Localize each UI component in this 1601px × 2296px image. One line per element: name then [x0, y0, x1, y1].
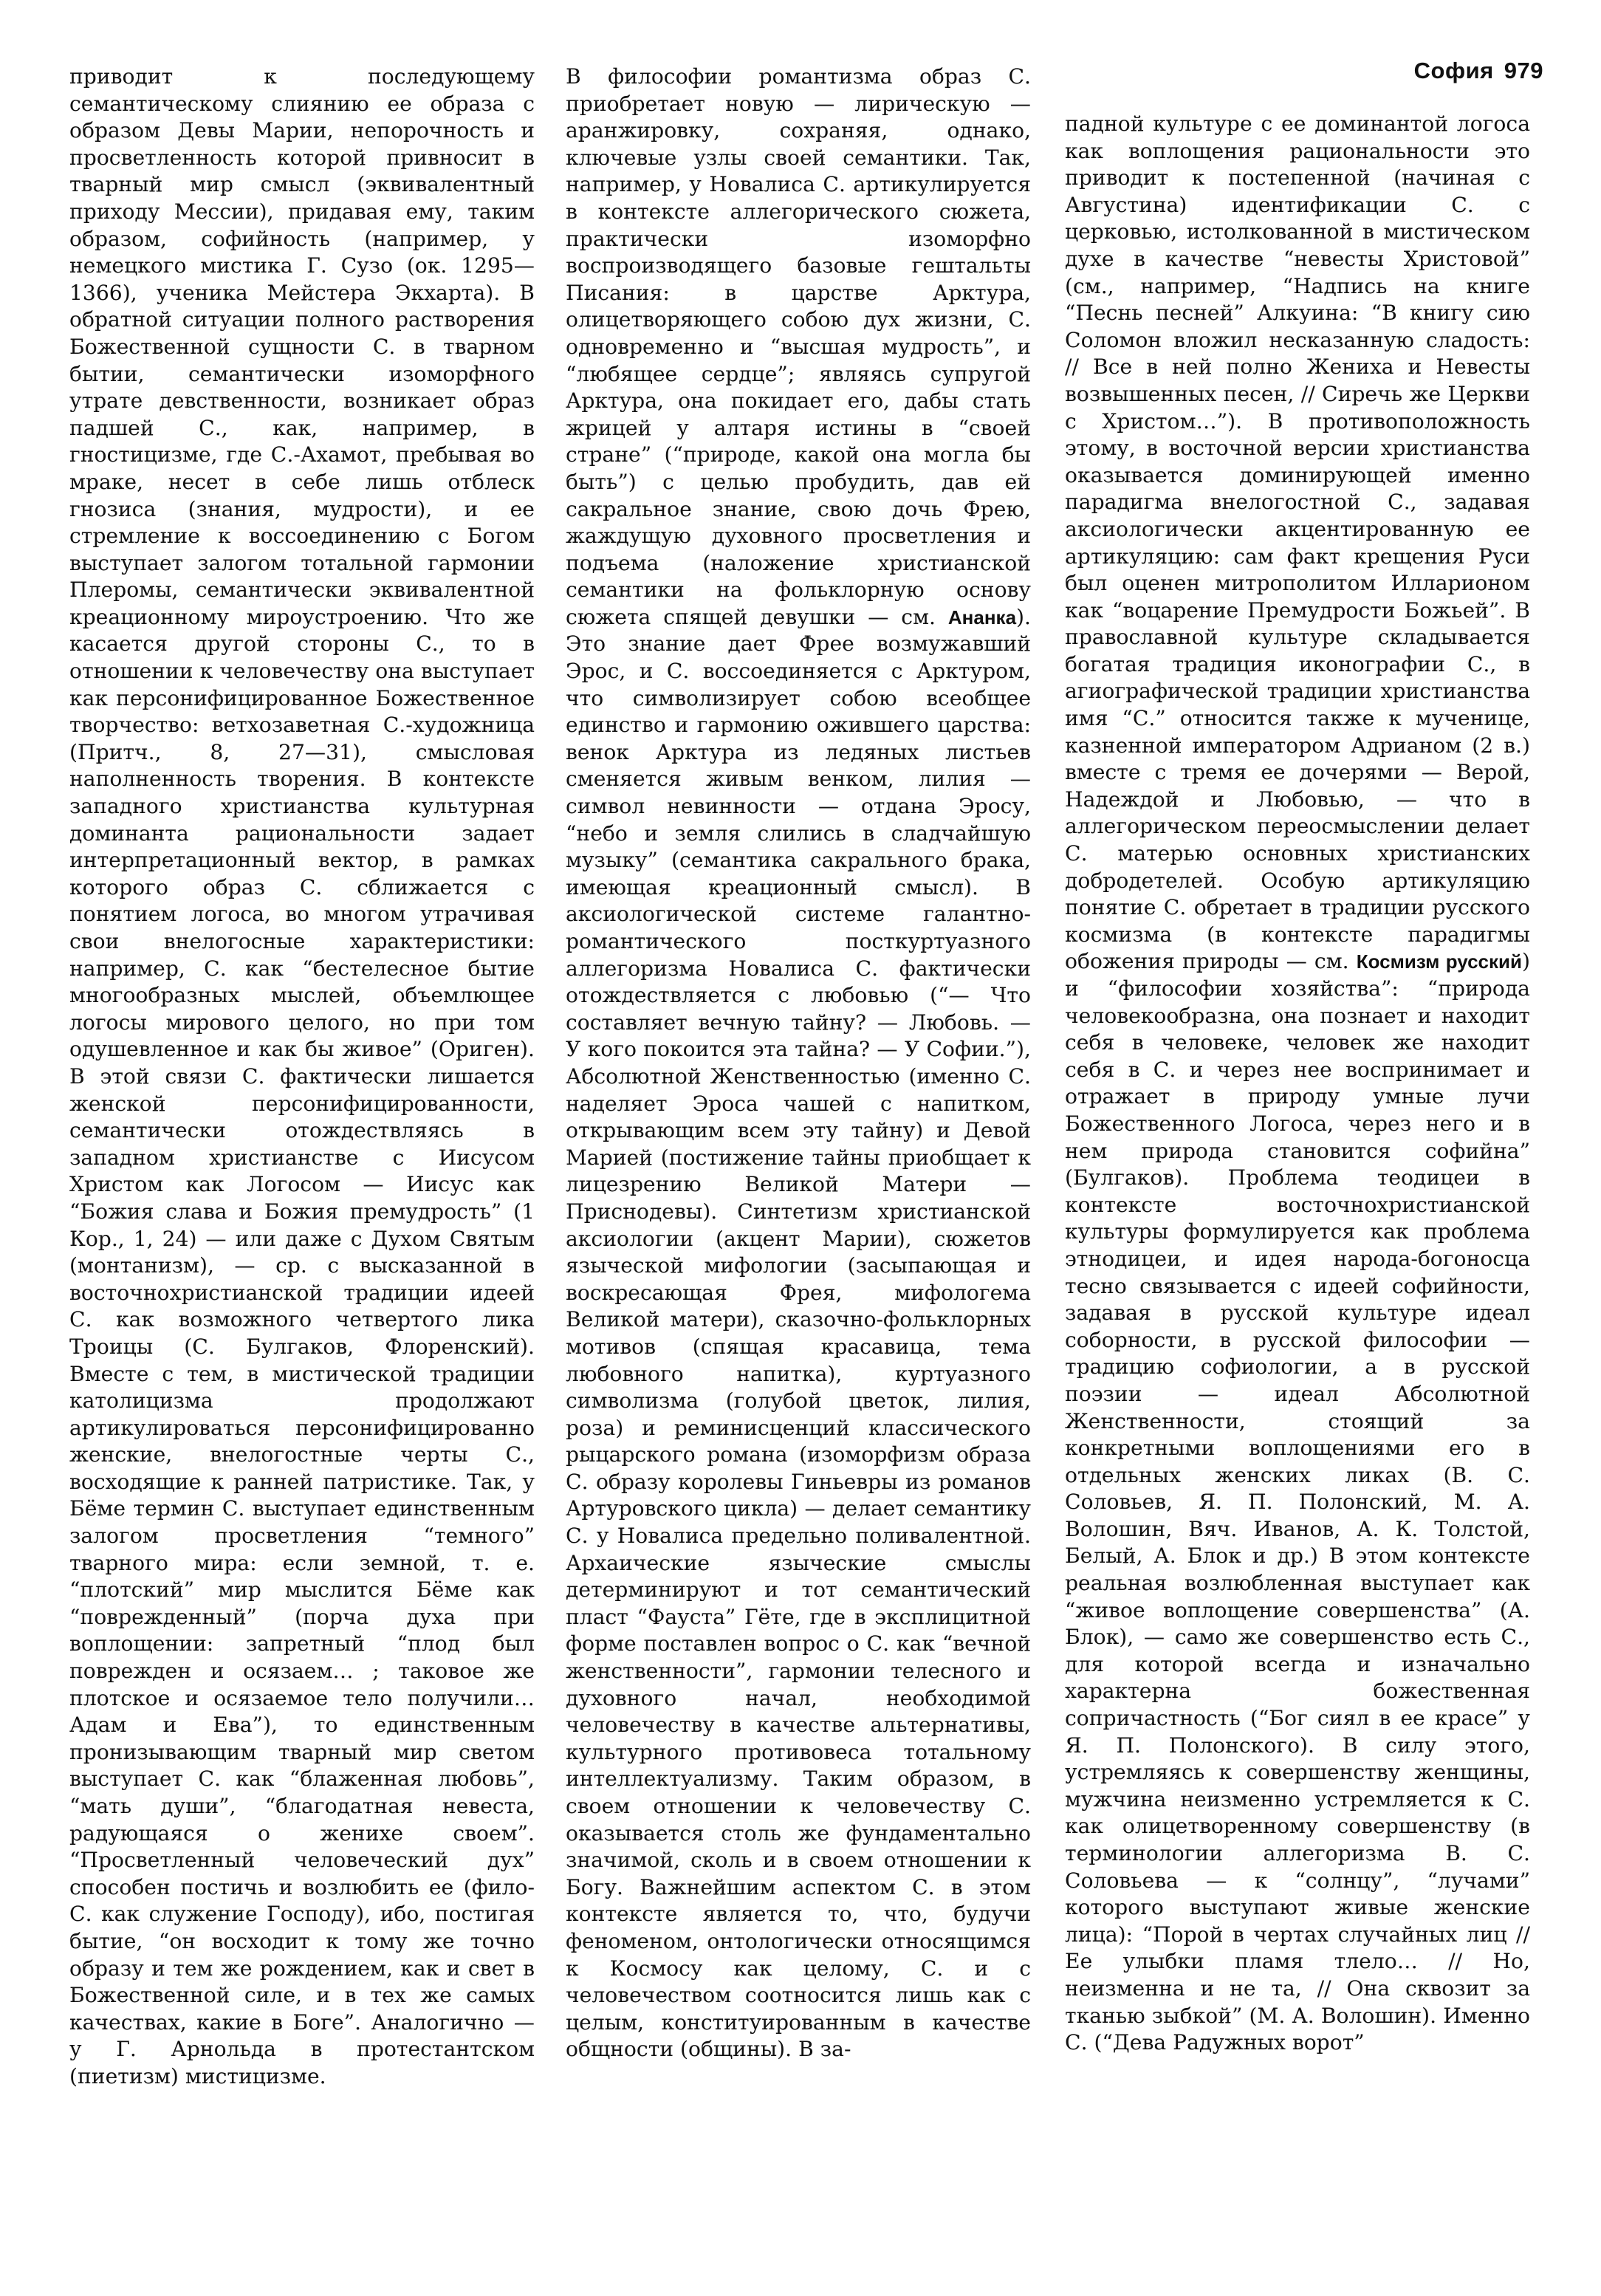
text-segment: В философии романтизма образ С. приобретает новую — лирическую — аранжировку, сохраняя, однако, ключевые узлы своей семантики. Так, например, у Новалиса С. артикулируется в контексте аллегорического сюжета, практически изоморфно воспроизводящего базовые гештальты Писания: в царстве Арктура, олицетворяющего собою дух жизни, С. одновременно и “высшая мудрость”, и “любящее сердце”; являясь супругой Арктура, она покидает его, дабы стать жрицей у алтаря истины в “своей стране” (“природе, какой она могла бы быть”) с целью пробудить, дав ей сакральное знание, свою дочь Фрею, жаждущую духовного просветления и подъема (наложение христианской семантики на фольклорную основу сюжета спящей девушки — см.	[566, 64, 1031, 629]
cross-reference-ananka[interactable]: Ананка	[947, 606, 1017, 628]
article-text	[566, 64, 1031, 2063]
page-number: 979	[1504, 58, 1543, 83]
text-segment: падной культуре с ее доминантой логоса как воплощения рациональности это приводит к постепенной (начиная с Августина) идентификации С. с церковью, истолкованной в мистическом духе в качестве “невесты Христовой” (см., например, “Надпись на книге “Песнь песней” Алкуина: “В книгу сию Соломон вложил несказанную сладость: // Все в ней полно Жениха и Невесты возвышенных песен, // Сиречь же Церкви с Христом…”). В противоположность этому, в восточной версии христианства оказывается доминирующей именно парадигма внелогостной С., задавая аксиологически акцентированную ее артикуляцию: сам факт крещения Руси был оценен митрополитом Илларионом как “воцарение Премудрости Божьей”. В православной культуре складывается богатая традиция иконографии С., в агиографической традиции христианства имя “С.” относится также к мученице, казненной императором Адрианом (2 в.) вместе с тремя ее дочерями — Верой, Надеждой и Любовью, — что в аллегорическом переосмыслении делает С. матерью основных христианских добродетелей. Особую артикуляцию понятие С. обретает в традиции русского космизма (в контексте парадигмы обожения природы — см.	[1065, 112, 1530, 974]
article-text	[1065, 111, 1530, 2057]
cross-reference-kosmizm-russkiy[interactable]: Космизм русский	[1356, 950, 1522, 973]
text-segment: ) и “философии хозяйства”: “природа человекообразна, она познает и находит себя в человеке, человек же находит себя в С. и через нее воспринимает и отражает в природу умные лучи Божественного Логоса, через него и в нем природа становится софийна” (Булгаков). Проблема теодицеи в контексте восточнохристианской культуры формулируется как проблема этнодицеи, и идея народа-богоносца тесно связывается с идеей софийности, задавая в русской культуре идеал соборности, в русской философии — традицию софиологии, а в русской поэзии — идеал Абсолютной Женственности, стоящий за конкретными воплощениями его в отдельных женских ликах (В. С. Соловьев, Я. П. Полонский, М. А. Волошин, Вяч. Иванов, А. К. Толстой, Белый, А. Блок и др.) В этом контексте реальная возлюбленная выступает как “живое воплощение совершенства” (А. Блок), — само же совершенство есть С., для которой всегда и изначально характерна божественная сопричастность (“Бог сиял в ее красе” у Я. П. Полонского). В силу этого, устремляясь к совершенству женщины, мужчина неизменно устремляется к С. как олицетворенному совершенству (в терминологии аллегоризма В. С. Соловьева — к “солнцу”, “лучами” которого выступают живые женские лица): “Порой в чертах случайных лиц // Ее улыбки пламя тлело… // Но, неизменна и не та, // Она сквозит за тканью зыбкой” (М. А. Волошин). Именно С. (“Дева Радужных ворот”	[1065, 949, 1530, 2055]
article-text: приводит к последующему семантическому слиянию ее образа с образом Девы Марии, непорочность и просветленность которой привносит в тварный мир смысл (эквивалентный приходу Мессии), придавая ему, таким образом, софийность (например, у немецкого мистика Г. Сузо (ок. 1295—1366), ученика Мейстера Экхарта). В обратной ситуации полного растворения Божественной сущности С. в тварном бытии, семантически изоморфного утрате девственности, возникает образ падшей С., как, например, в гностицизме, где С.-Ахамот, пребывая во мраке, несет в себе лишь отблеск гнозиса (знания, мудрости), и ее стремление к воссоединению с Богом выступает залогом тотальной гармонии Плеромы, семантически эквивалентной креационному мироустроению. Что же касается другой стороны С., то в отношении к человечеству она выступает как персонифицированное Божественное творчество: ветхозаветная С.-художница (Притч., 8, 27—31), смысловая наполненность творения. В контексте западного христианства культурная доминанта рациональности задает интерпретационный вектор, в рамках которого образ С. сближается с понятием логоса, во многом утрачивая свои внелогосные характеристики: например, С. как “бестелесное бытие многообразных мыслей, объемлющее логосы мирового целого, но при том одушевленное и как бы живое” (Ориген). В этой связи С. фактически лишается женской персонифицированности, семантически отождествляясь в западном христианстве с Иисусом Христом как Логосом — Иисус как “Божия слава и Божия премудрость” (1 Кор., 1, 24) — или даже с Духом Святым (монтанизм), — ср. с высказанной в восточнохристианской традиции идеей С. как возможного четвертого лика Троицы (С. Булгаков, Флоренский). Вместе с тем, в мистической традиции католицизма продолжают артикулироваться персонифицированно женские, внелогостные черты С., восходящие к ранней патристике. Так, у Бёме термин С. выступает единственным залогом просветления “темного” тварного мира: если земной, т. е. “плотский” мир мыслится Бёме как “поврежденный” (порча духа при воплощении: запретный “плод был поврежден и осязаем… ; таковое же плотское и осязаемое тело получили… Адам и Ева”), то единственным пронизывающим тварный мир светом выступает С. как “блаженная любовь”, “мать души”, “благодатная невеста, радующаяся о женихе своем”. “Просветленный человеческий дух” способен постичь и возлюбить ее (фило-С. как служение Господу), ибо, постигая бытие, “он восходит к тому же точно образу и тем же рождением, как и свет в Божественной силе, и в тех же самых качествах, какие в Боге”. Аналогично — у Г. Арнольда в протестантском (пиетизм) мистицизме.	[69, 64, 535, 2088]
running-head-title: София	[1413, 58, 1494, 83]
text-column-2	[566, 64, 1031, 2063]
running-head	[1414, 58, 1543, 84]
text-segment: ). Это знание дает Фрее возмужавший Эрос, и С. воссоединяется с Арктуром, что символизирует собою всеобщее единство и гармонию ожившего царства: венок Арктура из ледяных листьев сменяется живым венком, лилия — символ невинности — отдана Эросу, “небо и земля слились в сладчайшую музыку” (семантика сакрального брака, имеющая креационный смысл). В аксиологической системе галантно-романтического посткуртуазного аллегоризма Новалиса С. фактически отождествляется с любовью (“— Что составляет вечную тайну? — Любовь. — У кого покоится эта тайна? — У Софии.”), Абсолютной Женственностью (именно С. наделяет Эроса чашей с напитком, открывающим всем эту тайну) и Девой Марией (постижение тайны приобщает к лицезрению Великой Матери — Приснодевы). Синтетизм христианской аксиологии (акцент Марии), сюжетов языческой мифологии (засыпающая и воскресающая Фрея, мифологема Великой матери), сказочно-фольклорных мотивов (спящая красавица, тема любовного напитка), куртуазного символизма (голубой цветок, лилия, роза) и реминисценций классического рыцарского романа (изоморфизм образа С. образу королевы Гиньевры из романов Артуровского цикла) — делает семантику С. у Новалиса предельно поливалентной. Архаические языческие смыслы детерминируют и тот семантический пласт “Фауста” Гёте, где в эксплицитной форме поставлен вопрос о С. как “вечной женственности”, гармонии телесного и духовного начал, необходимой человечеству в качестве альтернативы, культурного противовеса тотальному интеллектуализму. Таким образом, в своем отношении к человечеству С. оказывается столь же фундаментально значимой, сколь и в своем отношении к Богу. Важнейшим аспектом С. в этом контексте является то, что, будучи феноменом, онтологически относящимся к Космосу как целому, С. и с человечеством соотносится лишь как с целым, конституированным в качестве общности (общины). В за-	[566, 604, 1031, 2062]
text-column-1	[69, 64, 535, 2091]
text-column-3	[1065, 111, 1530, 2057]
